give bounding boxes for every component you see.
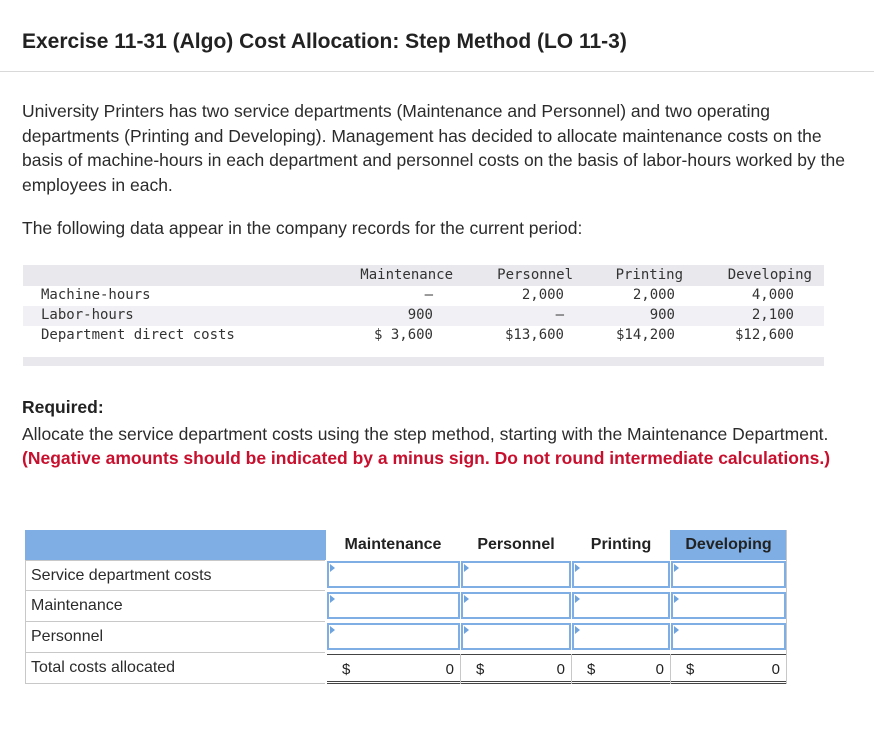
input-pers-developing[interactable] — [671, 623, 786, 650]
required-note: (Negative amounts should be indicated by a minus sign. Do not round intermediate calculations.) — [22, 448, 831, 468]
answer-row-label: Service department costs — [25, 560, 325, 591]
data-row-labor-hours — [23, 306, 824, 326]
data-cell: $13,600 — [504, 327, 564, 343]
currency-symbol: $ — [587, 661, 596, 678]
input-service-maintenance[interactable] — [327, 561, 460, 588]
data-row-label: Labor-hours — [41, 307, 134, 323]
total-value: 0 — [445, 661, 454, 678]
input-pers-personnel[interactable] — [461, 623, 571, 650]
data-cell: 2,000 — [521, 287, 564, 303]
column-divider — [571, 654, 572, 684]
required-instructions — [22, 422, 867, 470]
currency-symbol: $ — [342, 661, 351, 678]
problem-intro: University Printers has two service departments (Maintenance and Personnel) and two operating departments (Printing and Developing). Management has decided to allocate maintenance costs on the basis of machine-hours in each department and personnel costs on the basis of labor-hours worked by the employees in each. — [22, 101, 845, 195]
title-divider — [0, 71, 874, 72]
input-maint-printing[interactable] — [572, 592, 670, 619]
input-pers-printing[interactable] — [572, 623, 670, 650]
answer-row-label: Maintenance — [25, 591, 325, 622]
answer-header-printing: Printing — [572, 530, 670, 560]
data-cell: — — [424, 287, 433, 303]
currency-symbol: $ — [476, 661, 485, 678]
answer-header-personnel: Personnel — [460, 530, 572, 560]
answer-row-label: Total costs allocated — [25, 653, 325, 684]
input-service-developing[interactable] — [671, 561, 786, 588]
column-divider — [460, 654, 461, 684]
data-cell: $12,600 — [734, 327, 794, 343]
data-table-footer-band — [23, 357, 824, 366]
data-cell: 2,000 — [632, 287, 675, 303]
data-row-machine-hours — [23, 286, 824, 306]
currency-symbol: $ — [686, 661, 695, 678]
column-divider — [670, 654, 671, 684]
total-value: 0 — [655, 661, 664, 678]
answer-header-blank — [25, 530, 326, 560]
data-row-label: Department direct costs — [41, 327, 235, 343]
total-personnel — [461, 654, 571, 684]
data-row-label: Machine-hours — [41, 287, 151, 303]
total-value: 0 — [556, 661, 565, 678]
total-developing — [671, 654, 786, 684]
data-header-developing: Developing — [727, 267, 812, 283]
data-cell: 900 — [649, 307, 675, 323]
answer-row-label: Personnel — [25, 622, 325, 653]
data-header-maintenance: Maintenance — [360, 267, 453, 283]
required-label: Required: — [22, 397, 104, 417]
data-cell: 2,100 — [751, 307, 794, 323]
data-cell: 4,000 — [751, 287, 794, 303]
problem-intro-2: The following data appear in the company records for the current period: — [22, 218, 583, 238]
input-pers-maintenance[interactable] — [327, 623, 460, 650]
total-maintenance — [327, 654, 460, 684]
data-cell: — — [555, 307, 564, 323]
answer-header-maintenance: Maintenance — [326, 530, 460, 560]
data-cell: $14,200 — [615, 327, 675, 343]
data-cell: 900 — [407, 307, 433, 323]
input-service-personnel[interactable] — [461, 561, 571, 588]
data-row-direct-costs — [23, 326, 824, 346]
data-header-printing: Printing — [615, 267, 683, 283]
required-text: Allocate the service department costs using the step method, starting with the Maintenance Department. — [22, 424, 829, 444]
input-maint-developing[interactable] — [671, 592, 786, 619]
input-service-printing[interactable] — [572, 561, 670, 588]
data-cell: $ 3,600 — [373, 327, 433, 343]
page-title: Exercise 11-31 (Algo) Cost Allocation: Step Method (LO 11-3) — [22, 30, 627, 53]
total-value: 0 — [771, 661, 780, 678]
column-divider — [786, 530, 787, 684]
answer-header-developing: Developing — [670, 530, 787, 560]
input-maint-personnel[interactable] — [461, 592, 571, 619]
data-header-personnel: Personnel — [497, 267, 573, 283]
total-printing — [572, 654, 670, 684]
input-maint-maintenance[interactable] — [327, 592, 460, 619]
